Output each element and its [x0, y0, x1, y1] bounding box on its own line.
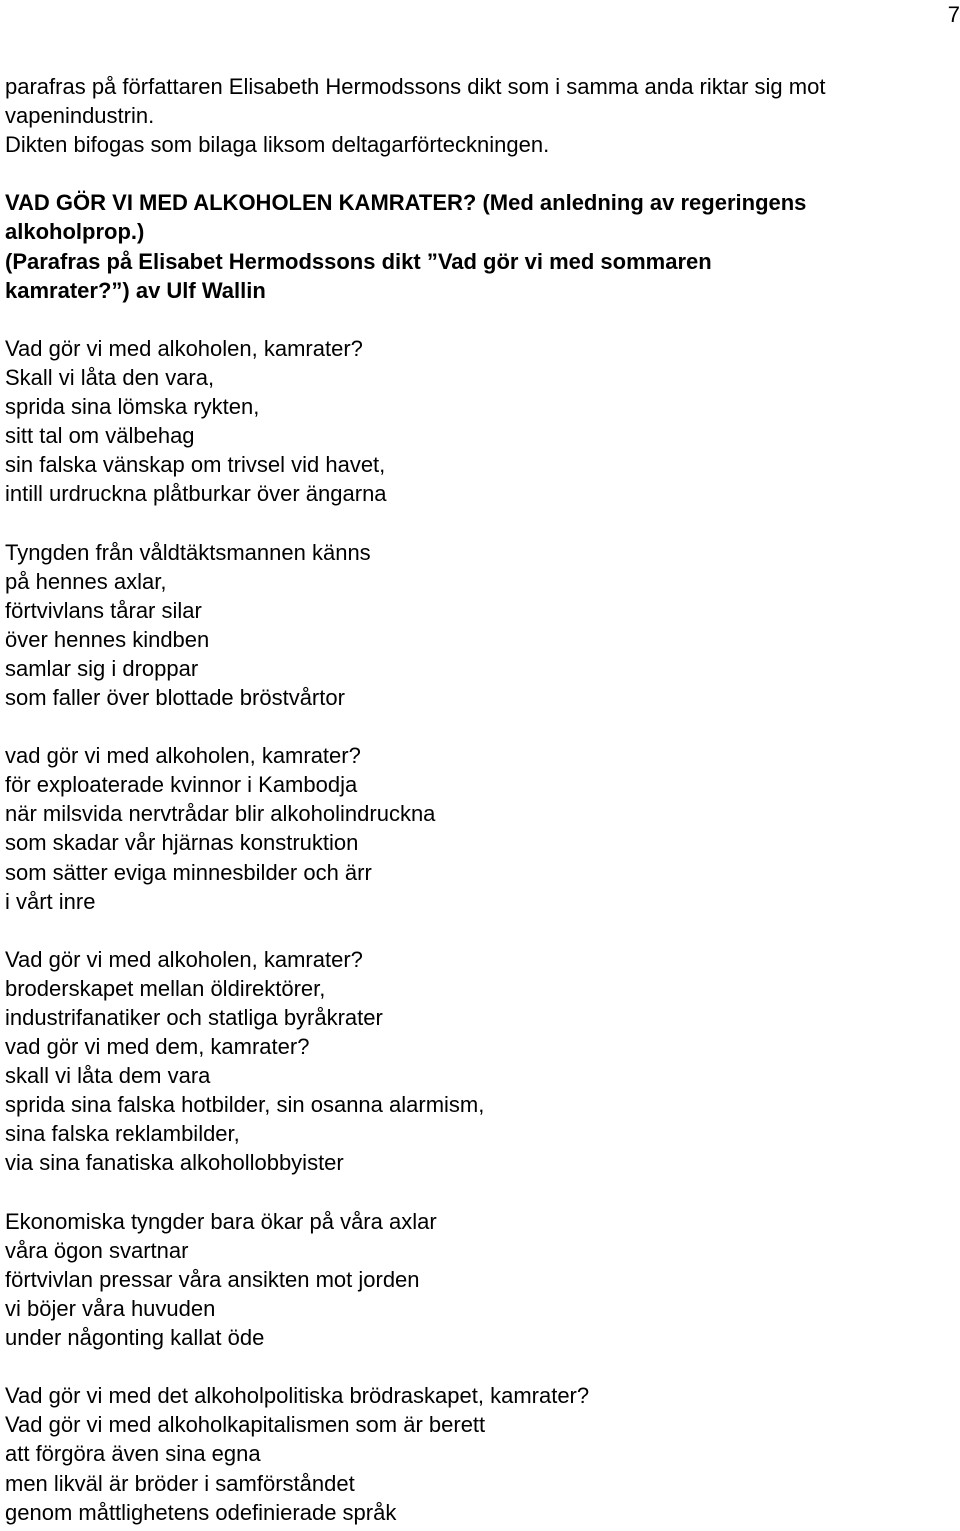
spacer	[5, 1178, 955, 1207]
poem-line: under någonting kallat öde	[5, 1325, 265, 1351]
spacer	[5, 1352, 955, 1381]
heading-line: VAD GÖR VI MED ALKOHOLEN KAMRATER? (Med anledning av regeringens	[5, 190, 807, 216]
poem-line: samlar sig i droppar	[5, 655, 199, 681]
poem-line: som sätter eviga minnesbilder och ärr	[5, 859, 372, 885]
poem-line: som faller över blottade bröstvårtor	[5, 684, 345, 710]
poem-line: över hennes kindben	[5, 626, 210, 652]
spacer	[5, 159, 955, 188]
spacer	[5, 712, 955, 741]
spacer	[5, 508, 955, 537]
poem-line: intill urdruckna plåtburkar över ängarna	[5, 481, 387, 507]
poem-line: våra ögon svartnar	[5, 1237, 189, 1263]
heading-line: alkoholprop.)	[5, 219, 145, 245]
poem-line: via sina fanatiska alkohollobbyister	[5, 1150, 344, 1176]
heading-line: (Parafras på Elisabet Hermodssons dikt ”Vad gör vi med sommaren	[5, 248, 712, 274]
poem-line: sin falska vänskap om trivsel vid havet,	[5, 452, 386, 478]
poem-line: sprida sina falska hotbilder, sin osanna alarmism,	[5, 1092, 485, 1118]
poem-line: Vad gör vi med alkoholen, kamrater?	[5, 946, 363, 972]
poem-line: industrifanatiker och statliga byråkrater	[5, 1005, 383, 1030]
poem-line: Vad gör vi med alkoholen, kamrater?	[5, 335, 363, 361]
poem-line: sitt tal om välbehag	[5, 423, 195, 449]
poem-line: förtvivlans tårar silar	[5, 597, 202, 623]
poem-line: för exploaterade kvinnor i Kambodja	[5, 772, 358, 798]
heading-line: kamrater?”) av Ulf Wallin	[5, 277, 266, 303]
poem-line: att förgöra även sina egna	[5, 1441, 261, 1467]
poem-line: vad gör vi med alkoholen, kamrater?	[5, 743, 361, 769]
poem-line: sina falska reklambilder,	[5, 1121, 240, 1147]
intro-line: Dikten bifogas som bilaga liksom deltagarförteckningen.	[5, 132, 550, 158]
poem-heading	[5, 188, 955, 304]
spacer	[5, 916, 955, 945]
poem-line: Vad gör vi med det alkoholpolitiska brödraskapet, kamrater?	[5, 1383, 590, 1409]
poem-line: broderskapet mellan öldirektörer,	[5, 975, 326, 1001]
poem-line: på hennes axlar,	[5, 568, 167, 594]
poem-line: i vårt inre	[5, 888, 96, 914]
intro-line: vapenindustrin.	[5, 103, 155, 129]
stanza	[5, 538, 955, 713]
poem-line: Ekonomiska tyngder bara ökar på våra axlar	[5, 1208, 437, 1234]
poem-line: skall vi låta dem vara	[5, 1063, 211, 1089]
poem-line: Vad gör vi med alkoholkapitalismen som är berett	[5, 1412, 486, 1438]
stanza	[5, 741, 955, 916]
poem-line: Skall vi låta den vara,	[5, 364, 215, 390]
intro-line: parafras på författaren Elisabeth Hermodssons dikt som i samma anda riktar sig mot	[5, 74, 826, 99]
poem-line: men likväl är bröder i samförståndet	[5, 1470, 355, 1496]
stanza	[5, 1207, 955, 1352]
poem-line: förtvivlan pressar våra ansikten mot jorden	[5, 1266, 420, 1292]
intro-paragraph	[5, 72, 955, 159]
stanza	[5, 334, 955, 509]
poem-line: vi böjer våra huvuden	[5, 1295, 216, 1321]
stanza	[5, 1381, 955, 1526]
page-number: 7	[947, 2, 960, 27]
document-body	[5, 72, 955, 1527]
spacer	[5, 305, 955, 334]
poem-line: sprida sina lömska rykten,	[5, 394, 260, 420]
poem-line: vad gör vi med dem, kamrater?	[5, 1034, 310, 1060]
poem-line: genom måttlighetens odefinierade språk	[5, 1499, 397, 1525]
stanza	[5, 945, 955, 1178]
poem-line: som skadar vår hjärnas konstruktion	[5, 830, 359, 856]
poem-line: när milsvida nervtrådar blir alkoholindruckna	[5, 801, 436, 827]
poem-line: Tyngden från våldtäktsmannen känns	[5, 539, 371, 565]
